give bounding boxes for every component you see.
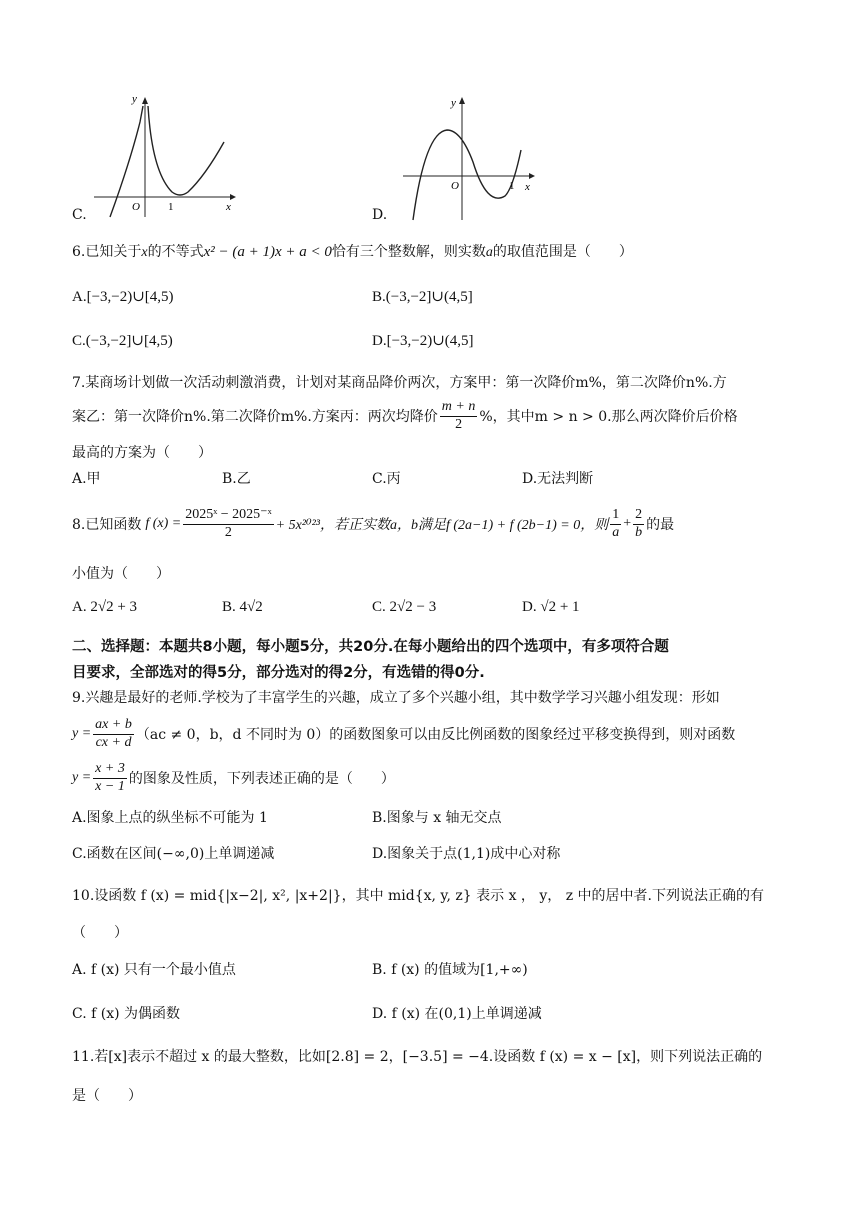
q9-line3	[72, 755, 395, 801]
graph-d-y-label: y	[451, 97, 456, 109]
graph-c-label: C.	[72, 207, 87, 223]
graph-d-origin: O	[451, 180, 459, 192]
q7-line1: 7.某商场计划做一次活动刺激消费，计划对某商品降价两次，方案甲：第一次降价m%，第二次降价n%.方	[72, 375, 727, 391]
q8-option-c[interactable]: C. 2√2 − 3	[372, 599, 437, 615]
q6-prefix: 6.已知关于	[72, 244, 142, 260]
q7-frac-den: 2	[455, 416, 463, 432]
q8-frac-2b-num: 2	[633, 507, 644, 524]
section2-heading-line2: 目要求，全部选对的得5分，部分选对的得2分，有选错的得0分.	[72, 665, 485, 681]
graph-c-tick-one: 1	[168, 201, 174, 213]
q8-plus: +	[623, 516, 632, 531]
q7-line2-a: 案乙：第一次降价n%.第二次降价m%.方案丙：两次均降价	[72, 409, 438, 425]
q6-option-c[interactable]: C.(−3,−2]∪[4,5)	[72, 333, 173, 349]
graph-d	[395, 92, 545, 222]
graph-c	[90, 92, 240, 222]
q11-line1: 11.若[x]表示不超过 x 的最大整数，比如[2.8] = 2，[−3.5] = −4.设函数 f (x) = x − [x]，则下列说法正确的	[72, 1049, 763, 1065]
q8-fx: f (x) =	[145, 516, 182, 531]
q6-inequality: x² − (a + 1)x + a < 0	[203, 244, 332, 260]
q7-option-a[interactable]: A.甲	[72, 471, 101, 487]
q10-line2: （ ）	[72, 925, 128, 941]
q8-frac-1a	[610, 507, 621, 540]
q6-option-b[interactable]: B.(−3,−2]∪(4,5]	[372, 289, 473, 305]
graph-d-label: D.	[372, 207, 388, 223]
q9-line1: 9.兴趣是最好的老师.学校为了丰富学生的兴趣，成立了多个兴趣小组，其中数学学习兴趣小组发现：形如	[72, 690, 720, 706]
q6-option-a[interactable]: A.[−3,−2)∪[4,5)	[72, 289, 174, 305]
q8-frac-2b-den: b	[635, 524, 643, 540]
q7-fraction	[440, 399, 478, 432]
q6-var-a: a	[485, 245, 493, 260]
q10-option-b[interactable]: B. f (x) 的值域为[1,+∞)	[372, 962, 528, 978]
q8-prefix: 8.已知函数	[72, 517, 142, 533]
q10-line1: 10.设函数 f (x) = mid{|x−2|, x², |x+2|}，其中 mid{x, y, z} 表示 x ， y， z 中的居中者.下列说法正确的有	[72, 888, 765, 904]
q8-frac-den: 2	[224, 524, 232, 540]
q7-option-c[interactable]: C.丙	[372, 471, 401, 487]
q6-var-x: x	[141, 245, 148, 260]
q9-option-d[interactable]: D.图象关于点(1,1)成中心对称	[372, 846, 561, 862]
q9-fraction-specific	[93, 761, 127, 794]
graph-d-x-label: x	[525, 181, 530, 193]
q8-option-a[interactable]: A. 2√2 + 3	[72, 599, 138, 615]
q7-option-d[interactable]: D.无法判断	[522, 471, 594, 487]
section2-heading-line1: 二、选择题：本题共8小题，每小题5分，共20分.在每小题给出的四个选项中，有多项符合题	[72, 639, 669, 655]
graph-c-y-label: y	[132, 93, 137, 105]
q7-option-b[interactable]: B.乙	[222, 471, 251, 487]
q9-line2-tail: （ac ≠ 0，b，d 不同时为 0）的函数图象可以由反比例函数的图象经过平移变换得到，则对函数	[135, 727, 736, 743]
graph-c-origin: O	[132, 201, 140, 213]
q7-line3: 最高的方案为（ ）	[72, 445, 212, 461]
q6-stem	[72, 241, 633, 261]
q9-y-eq: y =	[72, 726, 92, 741]
q8-line1	[72, 500, 674, 548]
q8-frac-1a-num: 1	[610, 507, 621, 524]
q6-mid1: 的不等式	[147, 244, 204, 260]
q8-frac-num: 2025ˣ − 2025⁻ˣ	[183, 507, 273, 524]
q11-line2: 是（ ）	[72, 1088, 142, 1104]
graph-d-tick-one: 1	[509, 180, 515, 192]
q7-line2	[72, 394, 738, 438]
q7-line2-b: %，其中m > n > 0.那么两次降价后价格	[479, 409, 738, 425]
q9-frac2-num: x + 3	[93, 761, 127, 778]
graph-c-x-label: x	[226, 201, 231, 213]
q10-option-d[interactable]: D. f (x) 在(0,1)上单调递减	[372, 1006, 542, 1022]
q7-frac-num: m + n	[440, 399, 478, 416]
q9-y-eq-2: y =	[72, 770, 92, 785]
q8-end: 的最	[646, 517, 675, 533]
q9-frac2-den: x − 1	[95, 778, 125, 794]
q6-option-d[interactable]: D.[−3,−2)∪(4,5]	[372, 333, 474, 349]
q9-option-a[interactable]: A.图象上点的纵坐标不可能为 1	[72, 810, 268, 826]
q8-option-d[interactable]: D. √2 + 1	[522, 599, 580, 615]
q6-suffix: 的取值范围是（ ）	[492, 244, 633, 260]
q9-fraction-general	[93, 717, 134, 750]
q9-line3-tail: 的图象及性质，下列表述正确的是（ ）	[128, 771, 395, 787]
q8-option-b[interactable]: B. 4√2	[222, 599, 263, 615]
q9-frac1-num: ax + b	[93, 717, 134, 734]
q8-tail: + 5x²⁰²³，若正实数a，b满足f (2a−1) + f (2b−1) = 0，则	[275, 518, 609, 533]
q9-option-c[interactable]: C.函数在区间(−∞,0)上单调递减	[72, 846, 275, 862]
q10-option-c[interactable]: C. f (x) 为偶函数	[72, 1006, 181, 1022]
q9-frac1-den: cx + d	[95, 734, 132, 750]
q8-line2: 小值为（ ）	[72, 566, 170, 582]
q9-line2	[72, 711, 735, 757]
q10-option-a[interactable]: A. f (x) 只有一个最小值点	[72, 962, 236, 978]
q6-mid2: 恰有三个整数解，则实数	[331, 244, 486, 260]
q8-frac-1a-den: a	[612, 524, 620, 540]
q8-fraction	[183, 507, 273, 540]
q9-option-b[interactable]: B.图象与 x 轴无交点	[372, 810, 502, 826]
q8-frac-2b	[633, 507, 644, 540]
